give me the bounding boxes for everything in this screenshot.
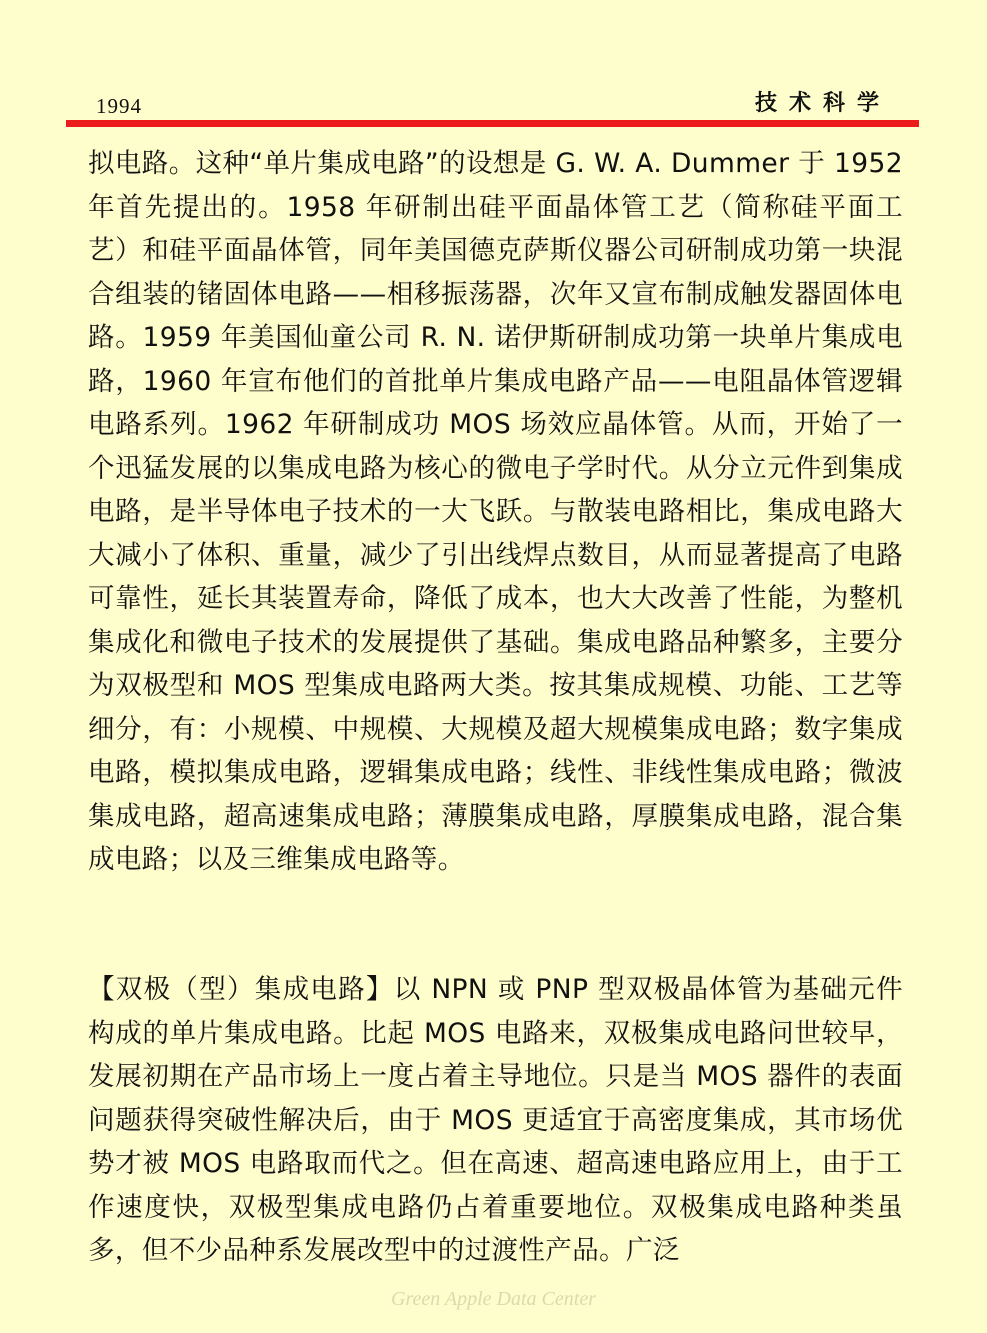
header-rule (66, 120, 919, 127)
page-header (92, 82, 895, 122)
paragraph-integrated-circuit-history: 拟电路。这种“单片集成电路”的设想是 G. W. A. Dummer 于 1952 年首先提出的。1958 年研制出硅平面晶体管工艺（简称硅平面工艺）和硅平面晶体管，同年美国德克萨斯仪器公司研制成功第一块混合组装的锗固体电路——相移振荡器，次年又宣布制成触发器固体电路。1959 年美国仙童公司 R. N. 诺伊斯研制成功第一块单片集成电路，1960 年宣布他们的首批单片集成电路产品——电阻晶体管逻辑电路系列。1962 年研制成功 MOS 场效应晶体管。从而，开始了一个迅猛发展的以集成电路为核心的微电子学时代。从分立元件到集成电路，是半导体电子技术的一大飞跃。与散装电路相比，集成电路大大减小了体积、重量，减少了引出线焊点数目，从而显著提高了电路可靠性，延长其装置寿命，降低了成本，也大大改善了性能，为整机集成化和微电子技术的发展提供了基础。集成电路品种繁多，主要分为双极型和 MOS 型集成电路两大类。按其集成规模、功能、工艺等细分，有：小规模、中规模、大规模及超大规模集成电路；数字集成电路，模拟集成电路，逻辑集成电路；线性、非线性集成电路；微波集成电路，超高速集成电路；薄膜集成电路，厚膜集成电路，混合集成电路；以及三维集成电路等。 (88, 148, 903, 875)
paragraph-bipolar-integrated-circuit: 【双极（型）集成电路】以 NPN 或 PNP 型双极晶体管为基础元件构成的单片集成电路。比起 MOS 电路来，双极集成电路问世较早，发展初期在产品市场上一度占着主导地位。只是当 MOS 器件的表面问题获得突破性解决后，由于 MOS 更适宜于高密度集成，其市场优势才被 MOS 电路取而代之。但在高速、超高速电路应用上，由于工作速度快，双极型集成电路仍占着重要地位。双极集成电路种类虽多，但不少品种系发展改型中的过渡性产品。广泛 (88, 974, 903, 1266)
section-title: 技术科学 (754, 91, 891, 116)
watermark: Green Apple Data Center (391, 1288, 596, 1310)
page-number: 1994 (96, 94, 142, 118)
